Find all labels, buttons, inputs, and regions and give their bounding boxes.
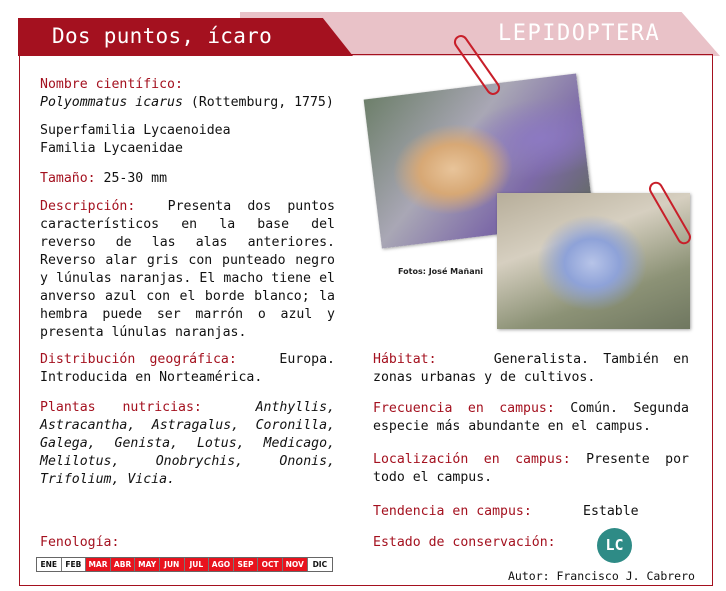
common-name-title: Dos puntos, ícaro bbox=[52, 24, 273, 48]
phenology-label: Fenología: bbox=[40, 535, 120, 550]
host-plants-label: Plantas nutricias: bbox=[40, 400, 202, 415]
location-text: Presente por todo el campus. bbox=[373, 452, 689, 485]
size-label: Tamaño: bbox=[40, 171, 96, 186]
photo-credits: Fotos: José Mañani bbox=[398, 267, 484, 276]
location bbox=[373, 451, 689, 487]
habitat-label: Hábitat: bbox=[373, 352, 437, 367]
phenology-month-dic: DIC bbox=[308, 558, 333, 571]
phenology-month-jun: JUN bbox=[160, 558, 185, 571]
description-text: Presenta dos puntos característicos en la base del reverso de las alas anteriores. Reverso alar gris con punteado negro y lúnulas naranjas. El macho tiene el anverso azul con el borde blanco; la hembra puede ser marrón o azul y presenta lúnulas naranjas. bbox=[40, 199, 335, 340]
conservation-status-badge: LC bbox=[597, 528, 632, 563]
trend bbox=[373, 503, 532, 521]
frequency bbox=[373, 400, 689, 436]
phenology-month-feb: FEB bbox=[62, 558, 87, 571]
frequency-text: Común. Segunda especie más abundante en el campus. bbox=[373, 401, 689, 434]
scientific-name-label: Nombre científico: bbox=[40, 77, 183, 92]
phenology-month-abr: ABR bbox=[111, 558, 136, 571]
phenology-month-nov: NOV bbox=[283, 558, 308, 571]
habitat-text: Generalista. También en zonas urbanas y de cultivos. bbox=[373, 352, 689, 385]
distribution bbox=[40, 351, 335, 387]
host-plants-text: Anthyllis, Astracantha, Astragalus, Coronilla, Galega, Genista, Lotus, Medicago, Melilotus, Onobrychis, Ononis, Trifolium, Vicia. bbox=[40, 400, 335, 487]
order-title: LEPIDOPTERA bbox=[498, 21, 661, 46]
location-label: Localización en campus: bbox=[373, 452, 571, 467]
species-author: (Rottemburg, 1775) bbox=[190, 95, 334, 110]
phenology-month-ago: AGO bbox=[209, 558, 234, 571]
description bbox=[40, 198, 335, 342]
size bbox=[40, 170, 167, 188]
phenology-month-may: MAY bbox=[135, 558, 160, 571]
author-credit: Autor: Francisco J. Cabrero bbox=[508, 569, 695, 583]
phenology-month-ene: ENE bbox=[37, 558, 62, 571]
phenology-month-sep: SEP bbox=[234, 558, 259, 571]
butterfly-photo-upperside bbox=[497, 193, 690, 329]
phenology-month-oct: OCT bbox=[258, 558, 283, 571]
scientific-name bbox=[40, 94, 334, 112]
description-label: Descripción: bbox=[40, 199, 136, 214]
distribution-text: Europa. Introducida en Norteamérica. bbox=[40, 352, 335, 385]
phenology-month-mar: MAR bbox=[86, 558, 111, 571]
habitat bbox=[373, 351, 689, 387]
family: Familia Lycaenidae bbox=[40, 141, 183, 156]
trend-value: Estable bbox=[583, 504, 639, 519]
distribution-label: Distribución geográfica: bbox=[40, 352, 237, 367]
conservation-label: Estado de conservación: bbox=[373, 535, 556, 550]
phenology-calendar bbox=[36, 557, 333, 572]
size-value: 25-30 mm bbox=[103, 171, 168, 186]
trend-label: Tendencia en campus: bbox=[373, 504, 532, 519]
frequency-label: Frecuencia en campus: bbox=[373, 401, 555, 416]
phenology-month-jul: JUL bbox=[185, 558, 210, 571]
superfamily: Superfamilia Lycaenoidea bbox=[40, 123, 231, 138]
species-name: Polyommatus icarus bbox=[40, 95, 183, 110]
host-plants bbox=[40, 399, 335, 489]
